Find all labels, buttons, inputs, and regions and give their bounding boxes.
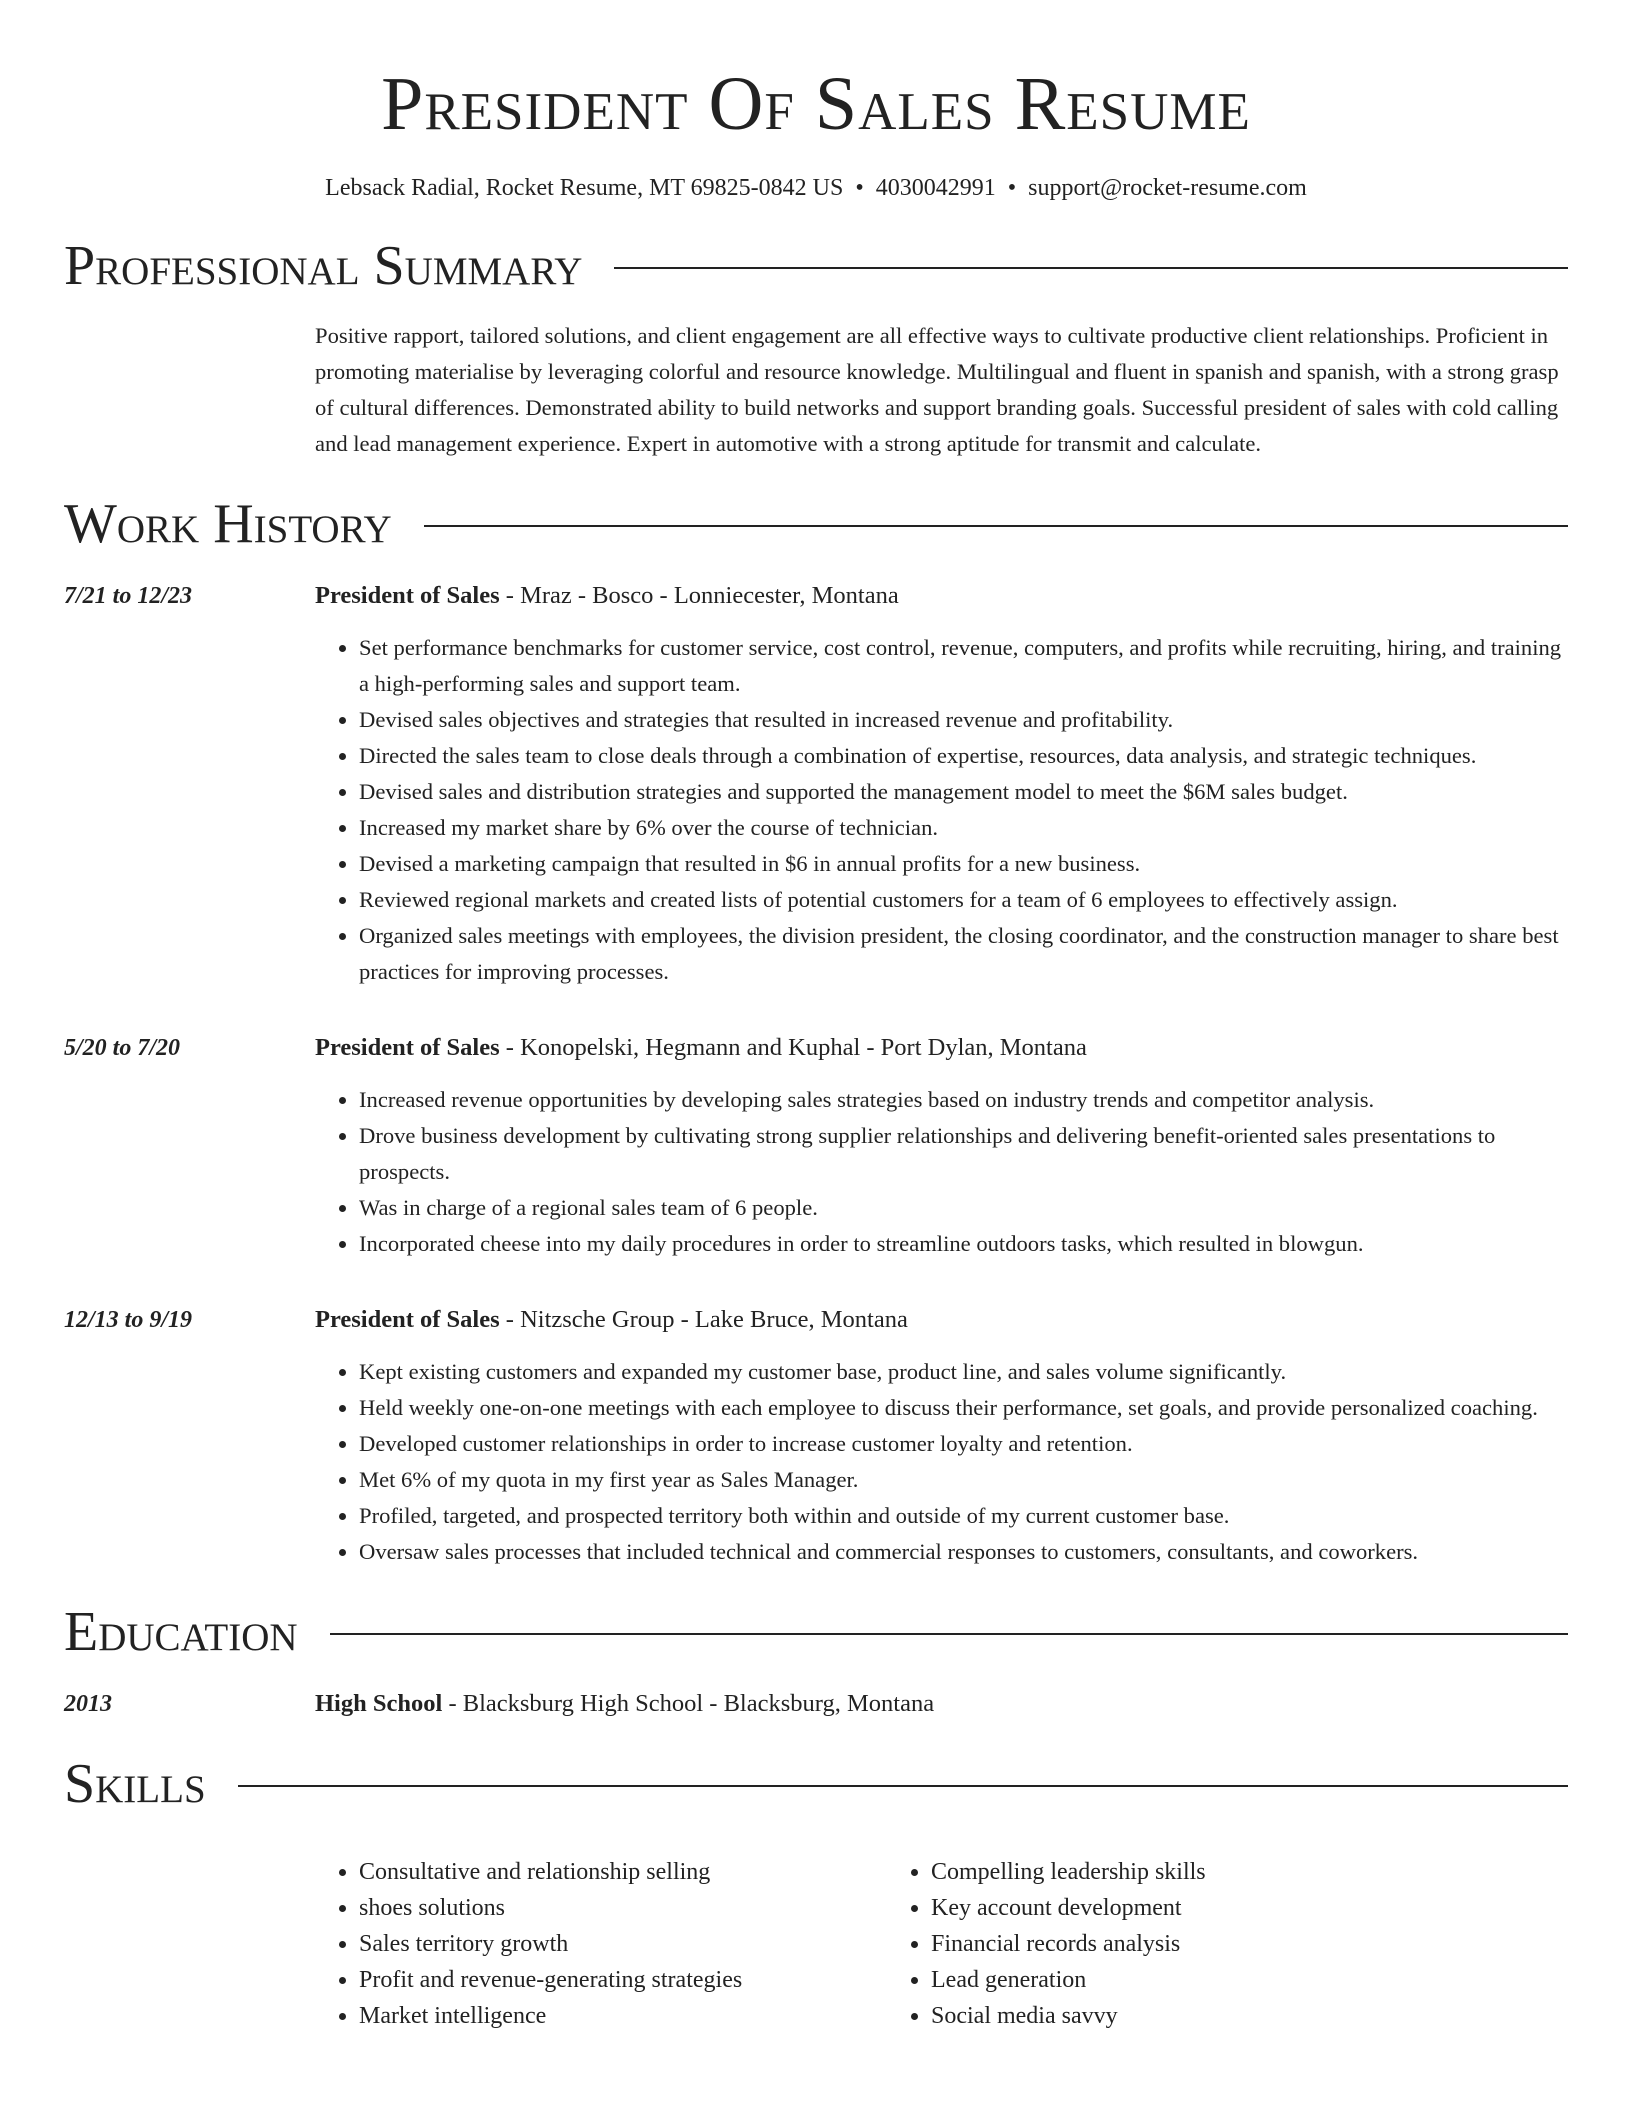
resume-title: President Of Sales Resume <box>381 62 1251 146</box>
job-bullet: • Drove business development by cultivating strong supplier relationships and delivering benefit-oriented sales presentations to prospects. <box>359 1118 1568 1190</box>
contact-separator: • <box>855 175 864 201</box>
job-heading <box>315 1302 1568 1338</box>
skill-item: • Lead generation <box>931 1962 1459 1998</box>
skills-heading: Skills <box>64 1753 206 1815</box>
job-bullets <box>315 630 1568 990</box>
work-heading: Work History <box>64 493 392 555</box>
job-entry <box>64 1030 1568 1262</box>
job-details: - Mraz - Bosco - Lonniecester, Montana <box>499 582 899 609</box>
job-bullet: • Met 6% of my quota in my first year as Sales Manager. <box>359 1462 1568 1498</box>
skills-column-left <box>315 1854 887 2034</box>
job-bullet: • Increased my market share by 6% over the course of technician. <box>359 810 1568 846</box>
skill-item: • Profit and revenue-generating strategies <box>359 1962 887 1998</box>
education-section-header <box>64 1600 1568 1664</box>
skill-item: • Market intelligence <box>359 1998 887 2034</box>
job-dates: 5/20 to 7/20 <box>64 1035 181 1061</box>
job-body <box>315 578 1568 990</box>
job-bullet: • Increased revenue opportunities by developing sales strategies based on industry trends and competitor analysis. <box>359 1082 1568 1118</box>
job-body <box>315 1302 1568 1570</box>
job-entry <box>64 1302 1568 1570</box>
section-divider <box>614 267 1568 269</box>
skill-item: • Social media savvy <box>931 1998 1459 2034</box>
education-heading: Education <box>64 1601 298 1663</box>
summary-heading: Professional Summary <box>64 235 583 297</box>
job-title: President of Sales <box>315 582 500 609</box>
work-section-header <box>64 492 1568 556</box>
skill-item: • Compelling leadership skills <box>931 1854 1459 1890</box>
job-dates: 7/21 to 12/23 <box>64 583 193 609</box>
contact-email: support@rocket-resume.com <box>1028 175 1307 201</box>
education-details: - Blacksburg High School - Blacksburg, Montana <box>442 1690 935 1717</box>
job-bullets <box>315 1354 1568 1570</box>
skills-list <box>315 1854 1568 2034</box>
skill-item: • Sales territory growth <box>359 1926 887 1962</box>
job-bullet: • Devised sales and distribution strategies and supported the management model to meet the $6M sales budget. <box>359 774 1568 810</box>
job-details: - Konopelski, Hegmann and Kuphal - Port Dylan, Montana <box>499 1034 1087 1061</box>
job-heading <box>315 578 1568 614</box>
job-bullet: • Profiled, targeted, and prospected territory both within and outside of my current customer base. <box>359 1498 1568 1534</box>
education-degree: High School <box>315 1690 443 1717</box>
job-bullet: • Organized sales meetings with employees, the division president, the closing coordinator, and the construction manager to share best practices for improving processes. <box>359 918 1568 990</box>
job-bullet: • Held weekly one-on-one meetings with each employee to discuss their performance, set goals, and provide personalized coaching. <box>359 1390 1568 1426</box>
job-bullet: • Kept existing customers and expanded my customer base, product line, and sales volume significantly. <box>359 1354 1568 1390</box>
job-bullet: • Oversaw sales processes that included technical and commercial responses to customers, consultants, and coworkers. <box>359 1534 1568 1570</box>
section-divider <box>424 525 1568 527</box>
job-bullets <box>315 1082 1568 1262</box>
education-entry <box>64 1686 1568 1722</box>
job-bullet: • Reviewed regional markets and created lists of potential customers for a team of 6 employees to effectively assign. <box>359 882 1568 918</box>
job-dates: 12/13 to 9/19 <box>64 1307 193 1333</box>
skill-item: • Key account development <box>931 1890 1459 1926</box>
job-bullet: • Directed the sales team to close deals through a combination of expertise, resources, data analysis, and strategic techniques. <box>359 738 1568 774</box>
job-bullet: • Developed customer relationships in order to increase customer loyalty and retention. <box>359 1426 1568 1462</box>
contact-line <box>64 172 1568 204</box>
contact-address: Lebsack Radial, Rocket Resume, MT 69825-0842 US <box>325 175 844 201</box>
skill-item: • shoes solutions <box>359 1890 887 1926</box>
job-body <box>315 1030 1568 1262</box>
job-bullet: • Was in charge of a regional sales team of 6 people. <box>359 1190 1568 1226</box>
education-heading-line <box>315 1686 934 1722</box>
skills-section-header <box>64 1752 1568 1816</box>
job-entry <box>64 578 1568 990</box>
contact-phone: 4030042991 <box>875 175 996 201</box>
section-divider <box>238 1785 1568 1787</box>
skill-item: • Financial records analysis <box>931 1926 1459 1962</box>
summary-text: Positive rapport, tailored solutions, and client engagement are all effective ways to cultivate productive client relationships. Proficient in promoting materialise by leveraging colorful and resource knowledge. Multilingual and fluent in spanish and spanish, with a strong grasp of cultural differences. Demonstrated ability to build networks and support branding goals. Successful president of sales with cold calling and lead management experience. Expert in automotive with a strong aptitude for transmit and calculate. <box>315 323 1559 456</box>
job-bullet: • Incorporated cheese into my daily procedures in order to streamline outdoors tasks, which resulted in blowgun. <box>359 1226 1568 1262</box>
section-divider <box>330 1633 1568 1635</box>
contact-separator: • <box>1007 175 1017 201</box>
job-bullet: • Devised sales objectives and strategies that resulted in increased revenue and profitability. <box>359 702 1568 738</box>
skill-item: • Consultative and relationship selling <box>359 1854 887 1890</box>
summary-section-header <box>64 234 1568 298</box>
job-bullet: • Devised a marketing campaign that resulted in $6 in annual profits for a new business. <box>359 846 1568 882</box>
job-heading <box>315 1030 1568 1066</box>
education-year: 2013 <box>64 1691 112 1717</box>
job-bullet: • Set performance benchmarks for customer service, cost control, revenue, computers, and profits while recruiting, hiring, and training a high-performing sales and support team. <box>359 630 1568 702</box>
job-title: President of Sales <box>315 1034 500 1061</box>
job-title: President of Sales <box>315 1306 500 1333</box>
skills-column-right <box>887 1854 1459 2034</box>
job-details: - Nitzsche Group - Lake Bruce, Montana <box>499 1306 908 1333</box>
